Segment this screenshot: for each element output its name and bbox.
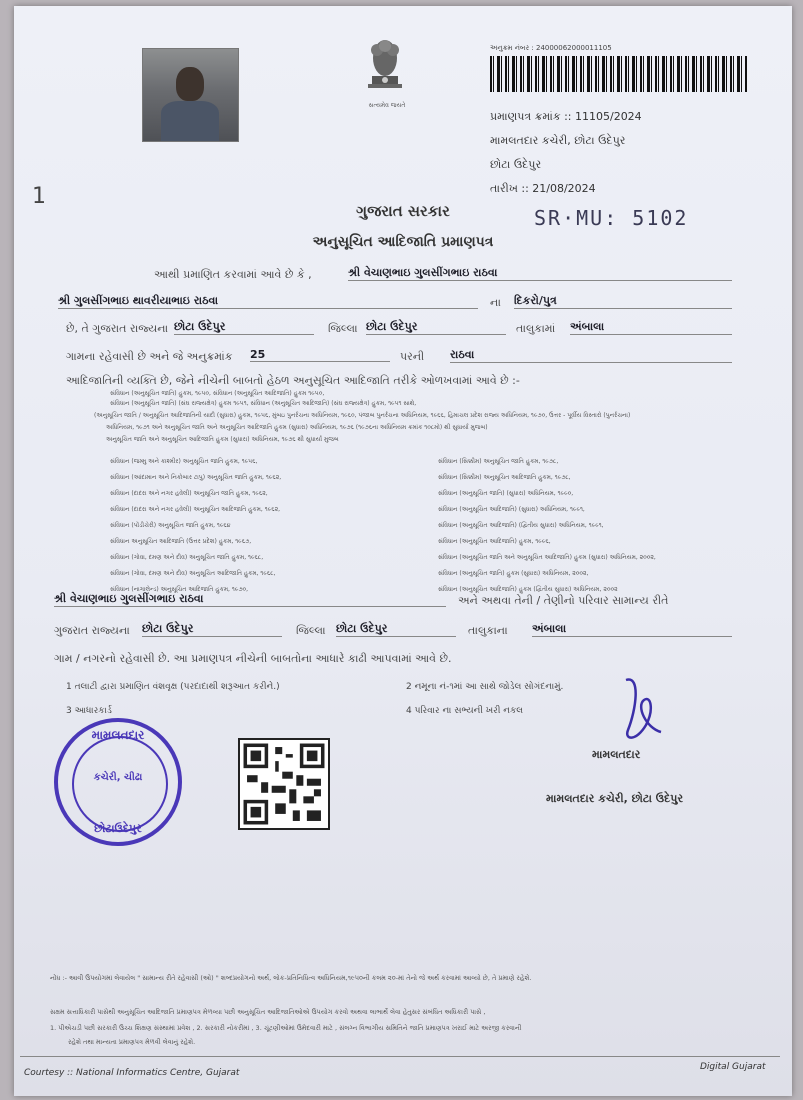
order-right-1: સંવિધાન (સિક્કીમ) અનુસૂચિત જાતિ હુકમ, ૧૯૭૮,: [438, 458, 559, 465]
taluka-label: તાલુકામાં: [516, 322, 556, 335]
family-suffix: અને અથવા તેની / તેણીનો પરિવાર સામાન્ય રીતે: [458, 594, 669, 607]
certificate-number: પ્રમાણપત્ર ક્રમાંક :: 11105/2024: [490, 110, 642, 123]
district-label-2: જિલ્લા: [296, 624, 326, 637]
barcode: [490, 56, 748, 92]
seal-middle-text: કચેરી, ચીઢા: [93, 772, 143, 783]
applicant-photo: [142, 48, 239, 142]
district-3: છોટા ઉદેપુર: [142, 622, 282, 637]
footer-note: નોંધ :- આવી ઉપયોગમાં લેવાયેલ " સામાન્ય રીતે રહેવાસી (ઓ) " શબ્દપ્રયોગનો અર્થ, લોક-પ્રતિનિધિત્વ અધિનિયમ,૧૯૫૦ની કલમ ૨૦-માં તેનો જે અર્થ કરવામાં આવ્યો છે, તે પ્રમાણે રહેશે.: [50, 974, 532, 982]
digital-gujarat-text: Digital Gujarat: [700, 1062, 766, 1072]
seal-bottom-text: છોટાઉદેપુર: [94, 822, 142, 835]
district-1: છોટા ઉદેપુર: [174, 320, 314, 335]
courtesy-text: Courtesy :: National Informatics Centre, Gujarat: [24, 1068, 240, 1078]
district-label: જિલ્લા: [328, 322, 358, 335]
serial-no: 25: [250, 348, 390, 362]
footer-divider: [20, 1056, 780, 1057]
national-emblem-icon: [360, 32, 410, 100]
certificate-page: [14, 6, 792, 1096]
handwritten-note: SR·MU: 5102: [534, 206, 689, 230]
order-left-7: સંવિધાન (ગોવા, દમણ અને દીવ) અનુસૂચિત જાતિ હુકમ, ૧૯૬૮,: [110, 554, 264, 561]
order-left-4: સંવિધાન (દાદરા અને નગર હવેલી) અનુસૂચિત આદિજાતિ હુકમ, ૧૯૬૨,: [110, 506, 281, 513]
person-name: શ્રી વેચાણભાઇ ગુલસીંગભાઇ રાઠવા: [348, 266, 732, 281]
signatory-title: મામલતદાર: [592, 748, 641, 761]
footer-item-1: 1. પીએચડી પછી સરકારી ઉચ્ચ શિક્ષણ સંસ્થામાં પ્રવેશ , 2. સરકારી નોકરીમાં , 3. ચૂંટણીઓમાં ઉમેદવારી માટે , સંલગ્ન વિભાગીય સમિતિને જાતિ પ્રમાણપત્ર ખરાઈ માટે અરજી કરવાની: [50, 1024, 522, 1032]
serial-label: અનુક્રમ નંબર: [490, 44, 530, 52]
issuing-office: મામલતદાર કચેરી, છોટા ઉદેપુર: [490, 134, 626, 147]
taluka-2: અંબાલા: [532, 622, 732, 637]
order-top-5: અનુસૂચિત જાતિ અને અનુસૂચિત આદિજાતિ હુકમ (સુધારા) અધિનિયમ, ૧૯૭૬ થી સુધાર્યા મુજબ: [106, 436, 339, 443]
issuing-place: છોટા ઉદેપુર: [490, 158, 542, 171]
per-label: પરની: [400, 350, 425, 363]
village-prefix: ગામના રહેવાસી છે અને જે અનુક્રમાંક: [66, 350, 233, 363]
certify-prefix: આથી પ્રમાણિત કરવામાં આવે છે કે ,: [154, 268, 312, 281]
tribe-line: આદિજાતિની વ્યક્તિ છે, જેને નીચેની બાબતો હેઠળ અનુસૂચિત આદિજાતિ તરીકે ઓળખવામાં આવે છે :-: [66, 374, 520, 387]
order-right-5: સંવિધાન (અનુસૂચિત આદિજાતિ) (દ્વિતીય સુધારા) અધિનિયમ, ૧૯૯૧,: [438, 522, 604, 529]
order-right-9: સંવિધાન (અનુસૂચિત આદિજાતિ) હુકમ (દ્વિતીય સુધારા) અધિનિયમ, ૨૦૦૨: [438, 586, 618, 593]
certificate-title: અનુસૂચિત આદિજાતિ પ્રમાણપત્ર: [312, 234, 494, 250]
order-left-5: સંવિધાન (પોંડીચેરી) અનુસૂચિત જાતિ હુકમ, ૧૯૬૪: [110, 522, 231, 529]
serial-number: 24000062000011105: [535, 44, 612, 52]
person-name-2: શ્રી વેચાણભાઇ ગુલસીંગભાઇ રાઠવા: [54, 592, 446, 607]
order-right-4: સંવિધાન (અનુસૂચિત આદિજાતિ) (સુધારા) અધિનિયમ, ૧૯૯૧,: [438, 506, 585, 513]
residence-line: ગામ / નગરનો રહેવાસી છે. આ પ્રમાણપત્ર નીચેની બાબતોના આધારે કાઢી આપવામાં આવે છે.: [54, 652, 452, 665]
order-left-8: સંવિધાન (ગોવા, દમણ અને દીવ) અનુસૂચિત આદિજાતિ હુકમ, ૧૯૬૮,: [110, 570, 276, 577]
serial-number-line: અનુક્રમ નંબર : 24000062000011105: [490, 44, 612, 52]
relation: દિકરો/પુત્ર: [514, 294, 732, 309]
district-2: છોટા ઉદેપુર: [366, 320, 506, 335]
order-top-2: સંવિધાન (અનુસૂચિત જાતિ) (સંઘ રાજ્યક્ષેત્ર) હુકમ ૧૯૫૧, સંવિધાન (અનુસૂચિત આદિજાતિ) (સંઘ રાજ્યક્ષેત્ર) હુકમ, ૧૯૫૧ સાથે,: [110, 400, 417, 407]
seal-top-text: મામલતદાર: [91, 728, 145, 742]
order-top-1: સંવિધાન (અનુસૂચિત જાતિ) હુકમ, ૧૯૫૦, સંવિધાન (અનુસૂચિત આદિજાતિ) હુકમ ૧૯૫૦,: [110, 390, 325, 397]
taluka: અંબાલા: [570, 320, 732, 335]
margin-mark: 1: [32, 184, 46, 209]
district-4: છોટા ઉદેપુર: [336, 622, 456, 637]
state2-prefix: ગુજરાત રાજ્યના: [54, 624, 130, 637]
office-seal: [54, 718, 182, 846]
footer-para: સક્ષમ સત્તાધિકારી પાસેથી અનુસૂચિત આદિજાતિ પ્રમાણપત્ર મેળવ્યા પછી અનુસૂચિત આદિજાતિઓએ ઉપયોગ કરવો અથવા લાભાર્થે લેવા હેતુસર સંબંધિત અધિકારી પાસે ,: [50, 1008, 486, 1016]
footer-item-2: રહેશે તથા માન્યતા પ્રમાણપત્ર મેળવી લેવાનું રહેશે.: [68, 1038, 196, 1046]
order-right-2: સંવિધાન (સિક્કીમ) અનુસૂચિત આદિજાતિ હુકમ, ૧૯૭૮,: [438, 474, 571, 481]
basis-2: 2 નમૂના નં-૧માં આ સાથે જોડેલ સોગંદનામું.: [406, 682, 564, 692]
qr-code: [238, 738, 330, 830]
order-left-2: સંવિધાન (આંદામાન અને નિકોબાર ટાપુ) અનુસૂચિત જાતિ હુકમ, ૧૯૬૨,: [110, 474, 282, 481]
tribe: રાઠવા: [450, 348, 732, 363]
government-title: ગુજરાત સરકાર: [356, 202, 450, 220]
basis-1: 1 તલાટી દ્વારા પ્રમાણિત વંશવૃક્ષ (પરદાદાથી શરૂઆત કરીને.): [66, 682, 280, 692]
emblem-motto: સત્યમેવ જયતે: [368, 102, 406, 109]
state-prefix: છે, તે ગુજરાત રાજ્યના: [66, 322, 169, 335]
order-right-8: સંવિધાન (અનુસૂચિત જાતિ) હુકમ (સુધારા) અધિનિયમ, ૨૦૦૨,: [438, 570, 589, 577]
order-right-7: સંવિધાન (અનુસૂચિત જાતિ અને અનુસૂચિત આદિજાતિ) હુકમ (સુધારા) અધિનિયમ, ૨૦૦૨,: [438, 554, 656, 561]
order-left-1: સંવિધાન (જમ્મુ અને કાશ્મીર) અનુસૂચિત જાતિ હુકમ, ૧૯૫૬,: [110, 458, 258, 465]
basis-4: 4 પરિવાર ના સભ્યની ખરી નકલ: [406, 706, 524, 716]
order-left-9: સંવિધાન (નાગાલેન્ડ) અનુસૂચિત આદિજાતિ હુકમ, ૧૯૭૦,: [110, 586, 249, 593]
order-left-6: સંવિધાન અનુસૂચિત આદિજાતિ (ઉત્તર પ્રદેશ) હુકમ, ૧૯૬૭,: [110, 538, 252, 545]
taluka-label-2: તાલુકાના: [468, 624, 508, 637]
order-top-3: (અનુસૂચિત જાતિ / અનુસૂચિત આદિજાતિની યાદી (સુધારા) હુકમ, ૧૯૫૬, મુંબઇ પુનર્રચના અધિનિયમ, ૧૯૬૦, પંજાબ પુનર્રચના અધિનિયમ, ૧૯૬૬, હિમાચલ પ્રદેશ રાજ્ય અધિનિયમ, ૧૯૭૦, ઉત્તર - પૂર્વીય વિસ્તારો (પુનર્રચના): [94, 412, 631, 419]
order-right-6: સંવિધાન (અનુસૂચિત આદિજાતિ) હુકમ, ૧૯૯૬,: [438, 538, 551, 545]
order-right-3: સંવિધાન (અનુસૂચિત જાતિ) (સુધારા) અધિનિયમ, ૧૯૯૦,: [438, 490, 574, 497]
order-top-4: અધિનિયમ, ૧૯૭૧ અને અનુસૂચિત જાતિ અને અનુસૂચિત આદિજાતિ હુકમ (સુધારા) અધિનિયમ, ૧૯૭૬ (૧૯૭૬ના અધિનિયમ ક્રમાંક ૧૦૮મો) થી સુધાર્યા મુજબ): [106, 424, 488, 431]
issue-date: તારીખ :: 21/08/2024: [490, 182, 596, 195]
signature: [606, 670, 676, 750]
father-name: શ્રી ગુલસીંગભાઇ થાવરીયાભાઇ રાઠવા: [58, 294, 478, 309]
signatory-office: મામલતદાર કચેરી, છોટા ઉદેપુર: [546, 792, 684, 805]
order-left-3: સંવિધાન (દાદરા અને નગર હવેલી) અનુસૂચિત જાતિ હુકમ, ૧૯૬૨,: [110, 490, 268, 497]
basis-3: 3 આધારકાર્ડ: [66, 706, 112, 716]
na-label: ના: [490, 296, 501, 309]
